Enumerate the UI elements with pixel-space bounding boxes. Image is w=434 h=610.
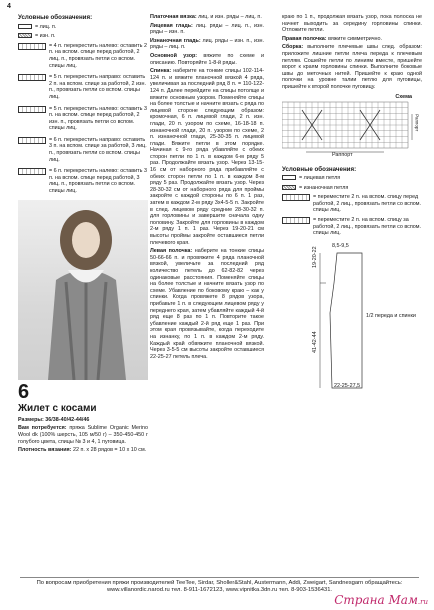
legend-symbol	[18, 24, 32, 29]
legend-text: = лицевая петля	[299, 175, 341, 182]
cable-text: = 6 п. перекрестить налево: оставить 3 п. на вспом. спице перед работой, 3 лиц. п., провязать петли со вспом. спицы лиц.	[49, 168, 147, 195]
legend-symbol	[282, 217, 310, 224]
paragraph	[282, 36, 422, 43]
paragraph	[150, 68, 264, 246]
materials-label: Вам потребуется:	[18, 425, 67, 432]
model-photo	[18, 200, 148, 380]
rapport-label: Раппорт	[332, 151, 353, 158]
paragraph-heading: Сборка:	[282, 44, 308, 51]
cable-item	[18, 137, 148, 163]
legend-text: = лиц. п.	[35, 23, 57, 30]
paragraph	[150, 23, 264, 36]
paragraph	[150, 248, 264, 360]
cable-text: = 5 п. перекрестить направо: оставить 2 п. на вспом. спице за работой, 2 изн. п., провязать петли со вспом. спицы лиц.	[49, 74, 146, 100]
pattern-v2-label: 41-42-44	[312, 331, 318, 353]
scheme-label: Схема	[395, 93, 412, 100]
paragraph-text: лиц. ряды – изн. п., изн. ряды – лиц. п.	[150, 37, 265, 51]
model-title: Жилет с косами	[18, 402, 97, 414]
paragraph-heading: Спинка:	[150, 68, 174, 75]
paragraph-heading: Основной узор:	[150, 52, 204, 59]
paragraph-text: вяжите по схеме и описанию. Повторяйте 1-8-й ряды.	[150, 52, 265, 66]
pattern-block	[282, 243, 422, 393]
assembly-text	[282, 14, 422, 91]
legend2-item	[282, 194, 422, 214]
cable-text: = 4 п. перекрестить налево: оставить 2 п. на вспом. спице перед работой, 2 лиц. п., провязать петли со вспом. спицы лиц.	[49, 42, 147, 69]
legend1-item	[18, 24, 148, 31]
middle-column	[150, 14, 264, 362]
model-number: 6	[18, 380, 30, 403]
legend-symbol	[282, 185, 296, 190]
paragraph-heading: Левая полочка:	[150, 248, 195, 255]
paragraph	[150, 53, 264, 66]
watermark-logo: Страна Мам.ru	[334, 593, 428, 608]
paragraph	[150, 38, 264, 51]
pattern-top-label: 8,5-9,5	[332, 242, 349, 249]
model-photo-illustration	[18, 200, 148, 380]
cable-item	[18, 168, 148, 194]
legend-text: = переместите 2 п. на вспом. спицу перед работой, 2 лиц., провязать петли со вспом. спицы лиц.	[313, 194, 421, 214]
paragraph-text: наберите на тонкие спицы 102-114-124 п. и вяжите планочной вязкой 4 ряда, увеличивая за последний ряд 8 п. = 110-122-124 п. Далее перейдите на спицы потолще и вяжите основным узором. Поменяйте спицы на более толстые и начните вязать с ряда по лицевой стороне следующим образом: кромочная, 6 п. лицевой глади, 2 п. изн. глади, 20 п. узором по схеме, 16-18-18 п. изнаночной глади, 20 п. узором по схеме, 2 п. изнаночной глади, 25-30-35 п. лицевой глади. Вяжите петли в этом порядке. Начиная с 9-го ряда убавляйте с обеих сторон петли по 1 п. в каждом 6-м ряду 5 раз. Продолжайте вязать узор. Через 13-15-16 см от наборного ряда прибавляйте с обеих сторон петли по 1 п. в каждом 8-м ряду 5 раз. Продолжайте вязать узор. Через 28-30-32 см от наборного ряда для проймы закройте с каждой стороны по 6 п. 1 раз, затем в каждом 2-м ряду 3х4-5-5 п. Закройте в след. лицевом ряду средние 28-30-32 п. для горловины и завершите сначала одну половину. Закройте для горловины в каждом 2-м ряду 1 п. 1 раз. Через 19-20-21 см высоты проймы закройте оставшиеся петли плечевого края.	[150, 68, 264, 246]
cable-item	[18, 74, 148, 100]
cable-symbol	[18, 43, 46, 50]
paragraph-heading: Изнаночная гладь:	[150, 37, 203, 44]
pattern-right-label: 1/2 переда и спинки	[366, 312, 416, 319]
paragraph	[282, 14, 422, 34]
paragraph-text: наберите на тонкие спицы 50-66-66 п. и провяжите 4 ряда планочной вязкой, увеличьте за последний ряд количество петель до 62-82-82 через одинаковые расстояния. Поменяйте спицы на более толстые и начните вязать узор по схеме. Убавление по боковому краю – как у спинки. Когда провяжете 8 рядов узора, прибавьте 1 п. в следующем лицевом ряду у переднего края, затем убавляйте каждый 4-й ряд еще 8 раз по 1 п. Повторите такое убавление каждый 2-й ряд еще 1 раз. При этом края провязывайте, когда переходите на изнанку, по 1 п. в каждом 2-м ряду. Каждый край обвяжите планочной вязкой. Через 3-5-5 см высоты закройте оставшиеся 22-25-27 петель плеча.	[150, 248, 264, 360]
legend2-item	[282, 175, 422, 182]
paragraph-text: лиц. и изн. ряды – лиц. п.	[198, 14, 262, 20]
legend-list	[18, 24, 148, 40]
legend-text: = переместите 2 п. на вспом. спицу за работой, 2 лиц., провязать петли со вспом. спицы лиц.	[313, 217, 421, 237]
materials: пряжа Sublime Organic Merino Wool dk (100% шерсть, 105 м/50 г) – 350-450-450 г голубого цвета, спицы № 3 и 4, 1 пуговица.	[18, 425, 149, 445]
footer-text: По вопросам приобретения пряжи производителей TeeTee, Sirdar, Sholler&Stahl, Austermann, Addi, Zweigart, Sandnesgarn обращайтесь: www.villanordic.narod.ru тел. 8-911-1672123, www.vipnitka.3dn.ru тел. 8-903-1536431.	[36, 580, 403, 594]
paragraph-heading: Платочная вязка:	[150, 14, 199, 20]
legend-text: = изнаночная петля	[299, 184, 349, 191]
paragraph-text: краю по 1 п., продолжая вязать узор, пока полоска не начнет выходить за середину горловины спинки. Отложите петли.	[282, 14, 422, 34]
sizes: Размеры: 36/38-40/42-44/46	[18, 416, 90, 423]
paragraph	[150, 14, 264, 21]
right-column	[282, 14, 422, 393]
legend2-item	[282, 217, 422, 237]
legend-symbol	[18, 33, 32, 38]
page-number: 4	[7, 3, 11, 10]
cable-text: = 5 п. перекрестить налево: оставить 3 п. на вспом. спице перед работой, 2 изн. п., провязать петли со вспом. спицы лиц.	[49, 105, 147, 132]
scheme-block	[282, 94, 422, 162]
paragraph-text: лиц. ряды – лиц. п., изн. ряды – изн. п.	[150, 22, 265, 36]
cable-symbol	[18, 137, 46, 144]
cable-symbol	[18, 74, 46, 81]
density-label: Плотность вязания:	[18, 447, 72, 454]
cable-symbol	[18, 106, 46, 113]
legend-title: Условные обозначения:	[18, 14, 93, 21]
paragraph-text: вяжите симметрично.	[328, 35, 383, 42]
cable-text: = 6 п. перекрестить направо: оставить 3 п. на вспом. спице за работой, 3 лиц. п., провязать петли со вспом. спицы лиц.	[49, 136, 147, 163]
cable-item	[18, 43, 148, 69]
cable-item	[18, 106, 148, 132]
cable-symbol	[18, 168, 46, 175]
pattern-bottom-label: 22-25-27,5	[334, 382, 361, 389]
legend-text: = изн. п.	[35, 33, 56, 40]
legend2-item	[282, 185, 422, 192]
legend2-list	[282, 175, 422, 237]
paragraph-heading: Правая полочка:	[282, 35, 329, 42]
paragraph	[282, 44, 422, 90]
legend2-title: Условные обозначения:	[282, 165, 357, 173]
footer	[20, 577, 419, 594]
legend-symbol	[282, 194, 310, 201]
paragraph-heading: Лицевая гладь:	[150, 22, 196, 29]
legend-symbol	[282, 175, 296, 180]
legend1-item	[18, 33, 148, 40]
side-rapport-label: Раппорт	[414, 113, 420, 131]
density: 22 п. x 28 рядов = 10 x 10 см.	[72, 447, 147, 454]
paragraph-text: выполните плечевые швы след. образом: приложите лишние петли плеча переда к плечевым петлям. Сошейте петли по линиям вместе, пришейте ворот к краям горловины спинки. Выполните боковые швы до меточных нитей. Пришейте к краю одной полочки на уровне талии петлю для пуговицы, пришейте к второй полочке пуговицу.	[282, 44, 422, 90]
cable-list	[18, 43, 148, 195]
left-column	[18, 14, 148, 456]
pattern-v1-label: 19-20-22	[312, 246, 318, 268]
